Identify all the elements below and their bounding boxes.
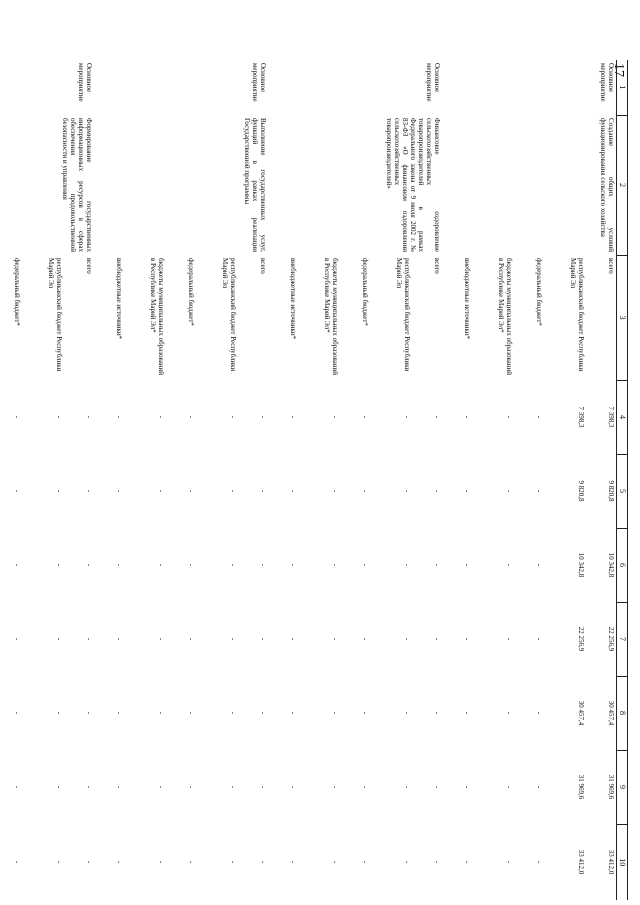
value-cell-year-6: - (13, 785, 21, 789)
value-cell-year-2: - (331, 489, 339, 493)
funding-source: федеральный бюджет* (13, 258, 21, 326)
value-cell-year-7: - (13, 860, 21, 864)
value-cell-year-4: - (331, 637, 339, 641)
funding-source: всего (433, 258, 441, 274)
value-cell-year-1: - (361, 415, 369, 419)
value-cell-year-5: - (463, 711, 471, 715)
table-row (238, 60, 268, 900)
value-cell-year-1: - (187, 415, 195, 419)
value-cell-year-5: 30 457,4 (577, 700, 585, 726)
value-cell-year-6: - (505, 785, 513, 789)
value-cell-year-2: - (535, 489, 543, 493)
funding-source: федеральный бюджет* (187, 258, 195, 326)
value-cell-year-7: - (229, 860, 237, 864)
value-cell-year-2: - (187, 489, 195, 493)
value-cell-year-1: - (535, 415, 543, 419)
value-cell-year-6: - (289, 785, 297, 789)
column-header-8: 8 (617, 676, 628, 750)
column-header-2: 2 (617, 115, 628, 255)
value-cell-year-6: - (187, 785, 195, 789)
value-cell-year-2: - (157, 489, 165, 493)
value-cell-year-3: - (289, 563, 297, 567)
funding-source: республиканский бюджет Республики Марий Эл (394, 258, 411, 372)
funding-source: федеральный бюджет* (361, 258, 369, 326)
value-cell-year-6: - (157, 785, 165, 789)
value-cell-year-6: - (403, 785, 411, 789)
value-cell-year-2: - (115, 489, 123, 493)
value-cell-year-1: - (115, 415, 123, 419)
value-cell-year-3: - (433, 563, 441, 567)
value-cell-year-5: - (259, 711, 267, 715)
value-cell-year-1: - (13, 415, 21, 419)
table-row (586, 60, 617, 900)
value-cell-year-2: - (55, 489, 63, 493)
value-cell-year-7: - (505, 860, 513, 864)
funding-source: республиканский бюджет Республики Марий Эл (220, 258, 237, 372)
funding-source: всего (607, 258, 615, 274)
value-cell-year-2: - (13, 489, 21, 493)
page-number: 17 (611, 63, 626, 77)
value-cell-year-5: - (187, 711, 195, 715)
value-cell-year-5: - (229, 711, 237, 715)
value-cell-year-3: - (331, 563, 339, 567)
value-cell-year-2: 9 820,8 (577, 480, 585, 502)
value-cell-year-3: - (361, 563, 369, 567)
value-cell-year-4: - (13, 637, 21, 641)
value-cell-year-7: - (433, 860, 441, 864)
value-cell-year-4: - (505, 637, 513, 641)
measure-type: Основное мероприятие (424, 63, 441, 102)
value-cell-year-5: 30 457,4 (607, 700, 615, 726)
measure-name: Создание общих условий функционирования сельского хозяйства (598, 118, 615, 252)
value-cell-year-2: - (361, 489, 369, 493)
rotated-table-area (13, 60, 628, 900)
value-cell-year-6: - (259, 785, 267, 789)
value-cell-year-4: 22 256,9 (607, 626, 615, 652)
column-header-6: 6 (617, 528, 628, 602)
value-cell-year-5: - (535, 711, 543, 715)
value-cell-year-3: - (259, 563, 267, 567)
value-cell-year-3: - (115, 563, 123, 567)
value-cell-year-7: - (187, 860, 195, 864)
value-cell-year-7: - (289, 860, 297, 864)
funding-source: всего (259, 258, 267, 274)
value-cell-year-1: - (463, 415, 471, 419)
value-cell-year-7: 33 412,0 (607, 849, 615, 875)
value-cell-year-5: - (331, 711, 339, 715)
value-cell-year-3: - (187, 563, 195, 567)
funding-source: внебюджетные источники* (289, 258, 297, 340)
value-cell-year-3: - (85, 563, 93, 567)
measure-name: Выполнение государственных услуг, функций в рамках реализации Государственной программы (242, 118, 267, 252)
value-cell-year-4: - (403, 637, 411, 641)
table-row (64, 60, 94, 900)
column-header-10: 10 (617, 824, 628, 900)
column-header-7: 7 (617, 602, 628, 676)
value-cell-year-6: - (433, 785, 441, 789)
funding-source: республиканский бюджет Республики Марий Эл (568, 258, 585, 372)
value-cell-year-4: 22 256,9 (577, 626, 585, 652)
funding-source: республиканский бюджет Республики Марий Эл (46, 258, 63, 372)
value-cell-year-1: - (505, 415, 513, 419)
value-cell-year-5: - (85, 711, 93, 715)
value-cell-year-2: - (85, 489, 93, 493)
value-cell-year-6: - (229, 785, 237, 789)
value-cell-year-7: - (535, 860, 543, 864)
value-cell-year-4: - (55, 637, 63, 641)
value-cell-year-5: - (115, 711, 123, 715)
table-row (412, 60, 442, 900)
value-cell-year-3: 10 342,8 (607, 552, 615, 578)
value-cell-year-3: 10 342,8 (577, 552, 585, 578)
value-cell-year-7: - (55, 860, 63, 864)
value-cell-year-2: 9 820,8 (607, 480, 615, 502)
column-header-9: 9 (617, 750, 628, 824)
value-cell-year-1: 7 398,3 (607, 406, 615, 428)
value-cell-year-1: - (331, 415, 339, 419)
measure-type: Основное мероприятие (598, 63, 615, 102)
funding-source: внебюджетные источники* (115, 258, 123, 340)
value-cell-year-6: - (331, 785, 339, 789)
value-cell-year-2: - (259, 489, 267, 493)
funding-source: бюджеты муниципальных образований в Республике Марий Эл* (322, 258, 339, 376)
table-body (0, 60, 617, 900)
value-cell-year-7: - (403, 860, 411, 864)
value-cell-year-1: - (259, 415, 267, 419)
value-cell-year-7: - (331, 860, 339, 864)
funding-source: федеральный бюджет* (535, 258, 543, 326)
value-cell-year-2: - (505, 489, 513, 493)
value-cell-year-5: - (361, 711, 369, 715)
value-cell-year-5: - (403, 711, 411, 715)
value-cell-year-1: - (403, 415, 411, 419)
column-header-5: 5 (617, 454, 628, 528)
value-cell-year-5: - (433, 711, 441, 715)
value-cell-year-3: - (535, 563, 543, 567)
value-cell-year-1: - (229, 415, 237, 419)
funding-source: всего (85, 258, 93, 274)
measure-name: Финансовое оздоровление сельскохозяйственных товаропроизводителей в рамках Федерального закона от 9 июля 2002 г. № 83-ФЗ «О финансовом оздоровлении сельскохозяйственных товаропроизводителей» (384, 118, 441, 252)
column-number-header (617, 60, 628, 900)
value-cell-year-6: 31 969,6 (577, 774, 585, 800)
value-cell-year-4: - (115, 637, 123, 641)
value-cell-year-7: - (361, 860, 369, 864)
value-cell-year-2: - (463, 489, 471, 493)
value-cell-year-7: - (115, 860, 123, 864)
column-header-4: 4 (617, 380, 628, 454)
measure-type: Основное мероприятие (76, 63, 93, 102)
value-cell-year-1: 7 398,3 (577, 406, 585, 428)
value-cell-year-2: - (403, 489, 411, 493)
value-cell-year-1: - (289, 415, 297, 419)
value-cell-year-3: - (505, 563, 513, 567)
value-cell-year-6: 31 969,6 (607, 774, 615, 800)
value-cell-year-4: - (157, 637, 165, 641)
value-cell-year-4: - (361, 637, 369, 641)
value-cell-year-5: - (505, 711, 513, 715)
value-cell-year-4: - (289, 637, 297, 641)
value-cell-year-3: - (13, 563, 21, 567)
value-cell-year-4: - (535, 637, 543, 641)
value-cell-year-3: - (463, 563, 471, 567)
financing-table (0, 60, 628, 900)
value-cell-year-3: - (157, 563, 165, 567)
value-cell-year-3: - (229, 563, 237, 567)
value-cell-year-3: - (55, 563, 63, 567)
value-cell-year-5: - (13, 711, 21, 715)
value-cell-year-1: - (157, 415, 165, 419)
measure-type: Основное мероприятие (250, 63, 267, 102)
funding-source: бюджеты муниципальных образований в Республике Марий Эл* (496, 258, 513, 376)
value-cell-year-4: - (259, 637, 267, 641)
column-header-1: 1 (617, 60, 628, 115)
value-cell-year-2: - (229, 489, 237, 493)
value-cell-year-7: - (157, 860, 165, 864)
value-cell-year-6: - (361, 785, 369, 789)
value-cell-year-1: - (433, 415, 441, 419)
funding-source: бюджеты муниципальных образований в Республике Марий Эл* (148, 258, 165, 376)
value-cell-year-4: - (229, 637, 237, 641)
value-cell-year-3: - (403, 563, 411, 567)
value-cell-year-1: - (85, 415, 93, 419)
value-cell-year-7: 33 412,0 (577, 849, 585, 875)
measure-name: Формирование государственных информационных ресурсов в сферах обеспечения продовольственной безопасности и управления (60, 118, 93, 252)
funding-source: внебюджетные источники* (463, 258, 471, 340)
value-cell-year-7: - (85, 860, 93, 864)
value-cell-year-7: - (463, 860, 471, 864)
value-cell-year-4: - (187, 637, 195, 641)
value-cell-year-4: - (433, 637, 441, 641)
value-cell-year-1: - (55, 415, 63, 419)
value-cell-year-4: - (85, 637, 93, 641)
value-cell-year-5: - (289, 711, 297, 715)
value-cell-year-6: - (55, 785, 63, 789)
value-cell-year-2: - (289, 489, 297, 493)
value-cell-year-6: - (115, 785, 123, 789)
value-cell-year-4: - (463, 637, 471, 641)
value-cell-year-6: - (463, 785, 471, 789)
value-cell-year-5: - (55, 711, 63, 715)
value-cell-year-6: - (535, 785, 543, 789)
value-cell-year-2: - (433, 489, 441, 493)
value-cell-year-6: - (85, 785, 93, 789)
value-cell-year-7: - (259, 860, 267, 864)
value-cell-year-5: - (157, 711, 165, 715)
column-header-3: 3 (617, 255, 628, 380)
